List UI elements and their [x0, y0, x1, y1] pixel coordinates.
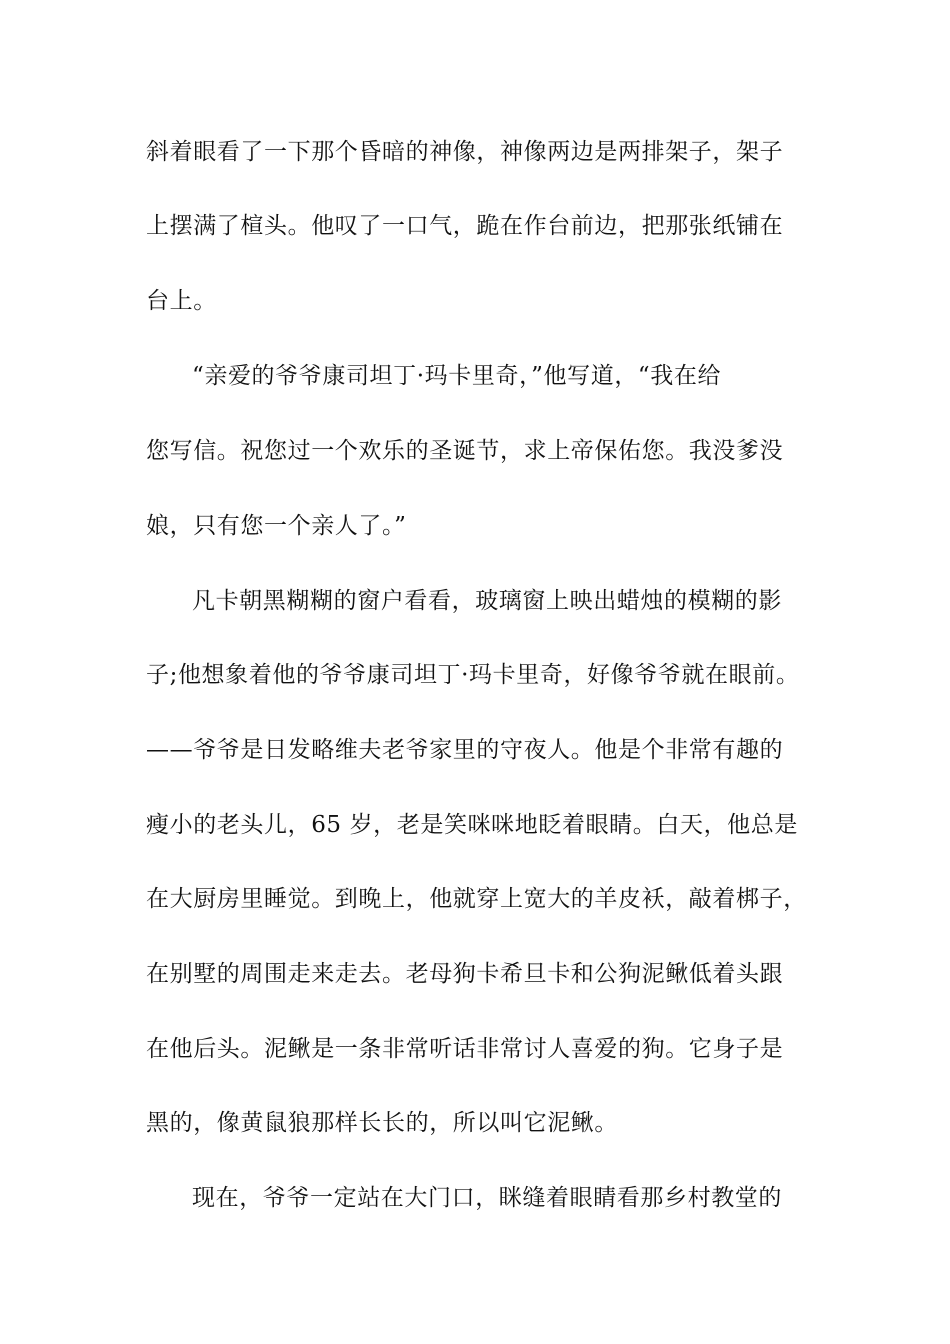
text-line: 在别墅的周围走来走去。老母狗卡希旦卡和公狗泥鳅低着头跟 — [146, 961, 784, 987]
paragraph-first-line: “亲爱的爷爷康司坦丁·玛卡里奇，”他写道，“我在给 — [192, 363, 722, 389]
text-line: 上摆满了楦头。他叹了一口气，跪在作台前边，把那张纸铺在 — [146, 213, 784, 239]
text-line: 子;他想象着他的爷爷康司坦丁·玛卡里奇，好像爷爷就在眼前。 — [146, 662, 800, 688]
text-line: 在他后头。泥鳅是一条非常听话非常讨人喜爱的狗。它身子是 — [146, 1036, 784, 1062]
text-line: 娘，只有您一个亲人了。” — [146, 513, 407, 539]
text-line: 您写信。祝您过一个欢乐的圣诞节，求上帝保佑您。我没爹没 — [146, 438, 784, 464]
text-line: ——爷爷是日发略维夫老爷家里的守夜人。他是个非常有趣的 — [146, 737, 784, 763]
text-line: 斜着眼看了一下那个昏暗的神像，神像两边是两排架子，架子 — [146, 139, 784, 165]
paragraph-first-line: 现在，爷爷一定站在大门口，眯缝着眼睛看那乡村教堂的 — [192, 1185, 782, 1211]
text-line: 瘦小的老头儿，65 岁，老是笑咪咪地眨着眼睛。白天，他总是 — [146, 812, 798, 838]
text-line: 在大厨房里睡觉。到晚上，他就穿上宽大的羊皮袄，敲着梆子， — [146, 886, 807, 912]
paragraph-first-line: 凡卡朝黑糊糊的窗户看看，玻璃窗上映出蜡烛的模糊的影 — [192, 588, 782, 614]
text-line: 黑的，像黄鼠狼那样长长的，所以叫它泥鳅。 — [146, 1110, 618, 1136]
text-line: 台上。 — [146, 288, 217, 314]
